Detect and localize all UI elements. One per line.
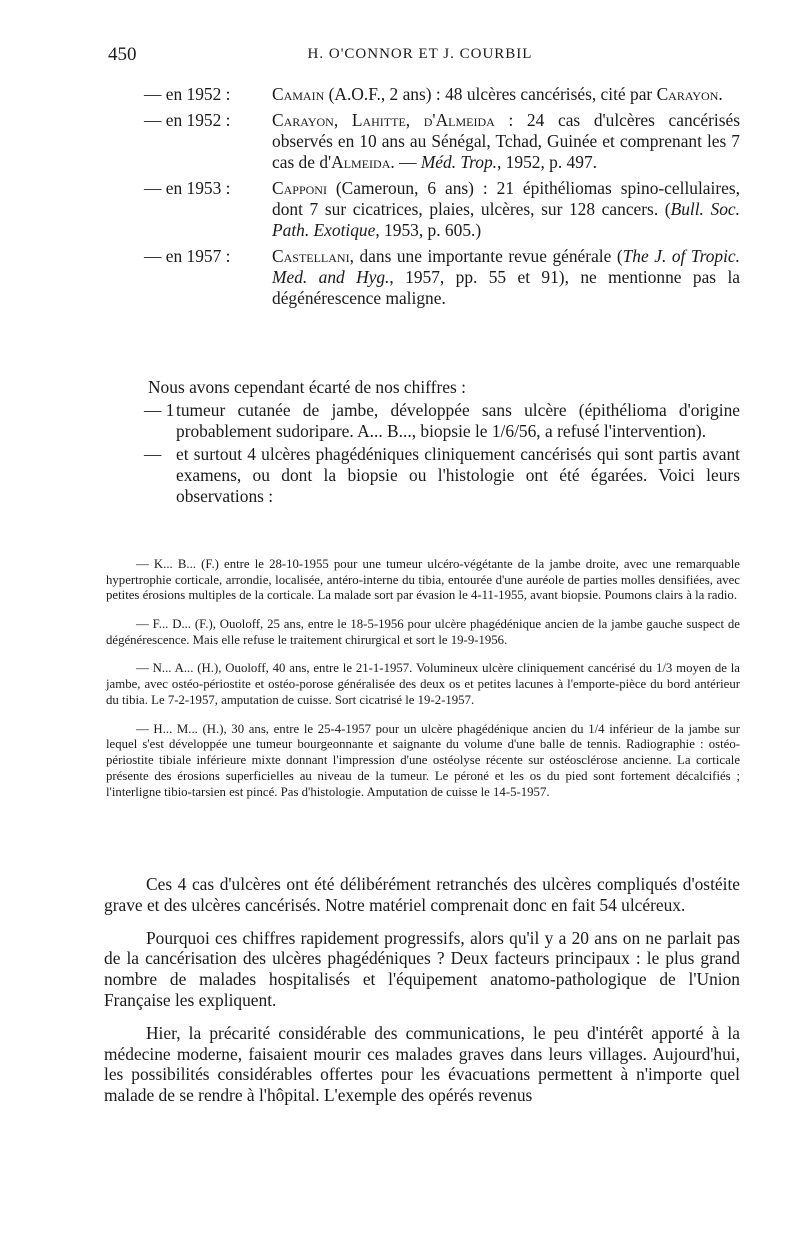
entry-text: Camain (A.O.F., 2 ans) : 48 ulcères cancérisés, cité par Carayon.	[272, 84, 723, 104]
chronology-entry	[100, 178, 740, 241]
entry-text: Castellani, dans une importante revue générale (The J. of Tropic. Med. and Hyg., 1957, pp. 55 et 91), ne mentionne pas la dégénérescence maligne.	[272, 246, 740, 308]
entry-year: — en 1953 :	[144, 178, 231, 198]
exclusion-text: et surtout 4 ulcères phagédéniques cliniquement cancérisés qui sont partis avant examens, ou dont la biopsie ou l'histologie ont été égarées. Voici leurs observations :	[176, 444, 740, 506]
journal-title: Méd. Trop.	[420, 152, 497, 172]
author-name: Carayon	[656, 84, 719, 104]
page-number: 450	[108, 44, 137, 65]
exclusion-list	[104, 400, 740, 509]
entry-year: — en 1952 :	[144, 84, 231, 104]
case-observations	[106, 544, 740, 805]
entry-year: — en 1952 :	[144, 110, 231, 130]
journal-title: Bull. Soc. Path. Exotique	[272, 199, 740, 240]
author-name: Camain	[272, 84, 325, 104]
entry-text: Capponi (Cameroun, 6 ans) : 21 épithéliomas spino-cellulaires, dont 7 sur cicatrices, plaies, ulcères, sur 128 cancers. (Bull. Soc. Path. Exotique, 1953, p. 605.)	[272, 178, 740, 240]
case-observation: — K... B... (F.) entre le 28-10-1955 pour une tumeur ulcéro-végétante de la jambe droite, avec une remarquable hypertrophie corticale, arrondie, localisée, antéro-interne du tibia, entourée d'une auréole de parties molles densifiées, avec petites érosions multiples de la corticale. La malade sort par évasion le 4-11-1955, avant biopsie. Poumons clairs à la radio.	[106, 556, 740, 603]
body-paragraph: Ces 4 cas d'ulcères ont été délibérément retranchés des ulcères compliqués d'ostéite grave et des ulcères cancérisés. Notre matériel comprenait donc en fait 54 ulcéreux.	[104, 874, 740, 915]
author-name: Capponi	[272, 178, 327, 198]
exclusion-item	[104, 444, 740, 507]
entry-year: — en 1957 :	[144, 246, 231, 266]
author-name: Carayon, Lahitte, d'Almeida	[272, 110, 495, 130]
case-observation: — N... A... (H.), Ouoloff, 40 ans, entre le 21-1-1957. Volumineux ulcère cliniquement cancérisé du 1/3 moyen de la jambe, avec ostéo-périostite et ostéo-porose généralisée des deux os et petites lacunes à l'emporte-pièce du bord antérieur du tibia. Le 7-2-1957, amputation de cuisse. Sort cicatrisé le 19-2-1957.	[106, 661, 740, 707]
exclusion-item	[104, 400, 740, 442]
body-paragraph: Hier, la précarité considérable des communications, le peu d'intérêt apporté à la médecine moderne, faisaient mourir ces malades graves dans leurs villages. Aujourd'hui, les possibilités considérables offertes pour les évacuations permettent à n'importe quel malade de se rendre à l'hôpital. L'exemple des opérés revenus	[104, 1022, 740, 1106]
chronology-list	[100, 84, 740, 314]
running-header	[100, 44, 740, 72]
list-dash: —	[144, 444, 162, 464]
running-title: H. O'CONNOR ET J. COURBIL	[307, 46, 533, 62]
closing-section	[104, 874, 740, 1118]
body-paragraph: Pourquoi ces chiffres rapidement progressifs, alors qu'il y a 20 ans on ne parlait pas de la cancérisation des ulcères phagédéniques ? Deux facteurs principaux : le plus grand nombre de malades hospitalisés et l'équipement anatomo-pathologique de l'Union Française les expliquent.	[104, 927, 740, 1010]
list-dash: — 1	[144, 400, 175, 420]
intro-paragraph: Nous avons cependant écarté de nos chiffres :	[148, 377, 466, 397]
chronology-entry	[100, 246, 740, 309]
entry-text: Carayon, Lahitte, d'Almeida : 24 cas d'ulcères cancérisés observés en 10 ans au Sénégal, Tchad, Guinée et comprenant les 7 cas de d'Almeida. — Méd. Trop., 1952, p. 497.	[272, 110, 740, 172]
case-observation: — F... D... (F.), Ouoloff, 25 ans, entre le 18-5-1956 pour ulcère phagédénique ancien de la jambe gauche suspect de dégénérescence. Mais elle refuse le traitement chirurgical et sort le 19-9-1956.	[106, 616, 740, 647]
chronology-entry	[100, 84, 740, 105]
author-name: Almeida	[331, 152, 391, 172]
journal-title: The J. of Tropic. Med. and Hyg.	[272, 246, 740, 287]
chronology-entry	[100, 110, 740, 173]
author-name: Castellani	[272, 246, 350, 266]
case-observation: — H... M... (H.), 30 ans, entre le 25-4-1957 pour un ulcère phagédénique ancien du 1/4 inférieur de la jambe sur lequel s'est développée une tumeur bourgeonnante et saignante du volume d'une balle de tennis. Radiographie : ostéo-périostite tibiale inférieure mixte donnant l'impression d'une ostéolyse récente sur ostéosclérose ancienne. La corticale présente des érosions superficielles au niveau de la tumeur. Le péroné et les os du pied sont fortement décalcifiés ; l'interligne tibio-tarsien est pincé. Pas d'histologie. Amputation de cuisse le 14-5-1957.	[106, 721, 740, 799]
exclusion-text: tumeur cutanée de jambe, développée sans ulcère (épithélioma d'origine probablement sudoripare. A... B..., biopsie le 1/6/56, a refusé l'intervention).	[176, 400, 740, 441]
